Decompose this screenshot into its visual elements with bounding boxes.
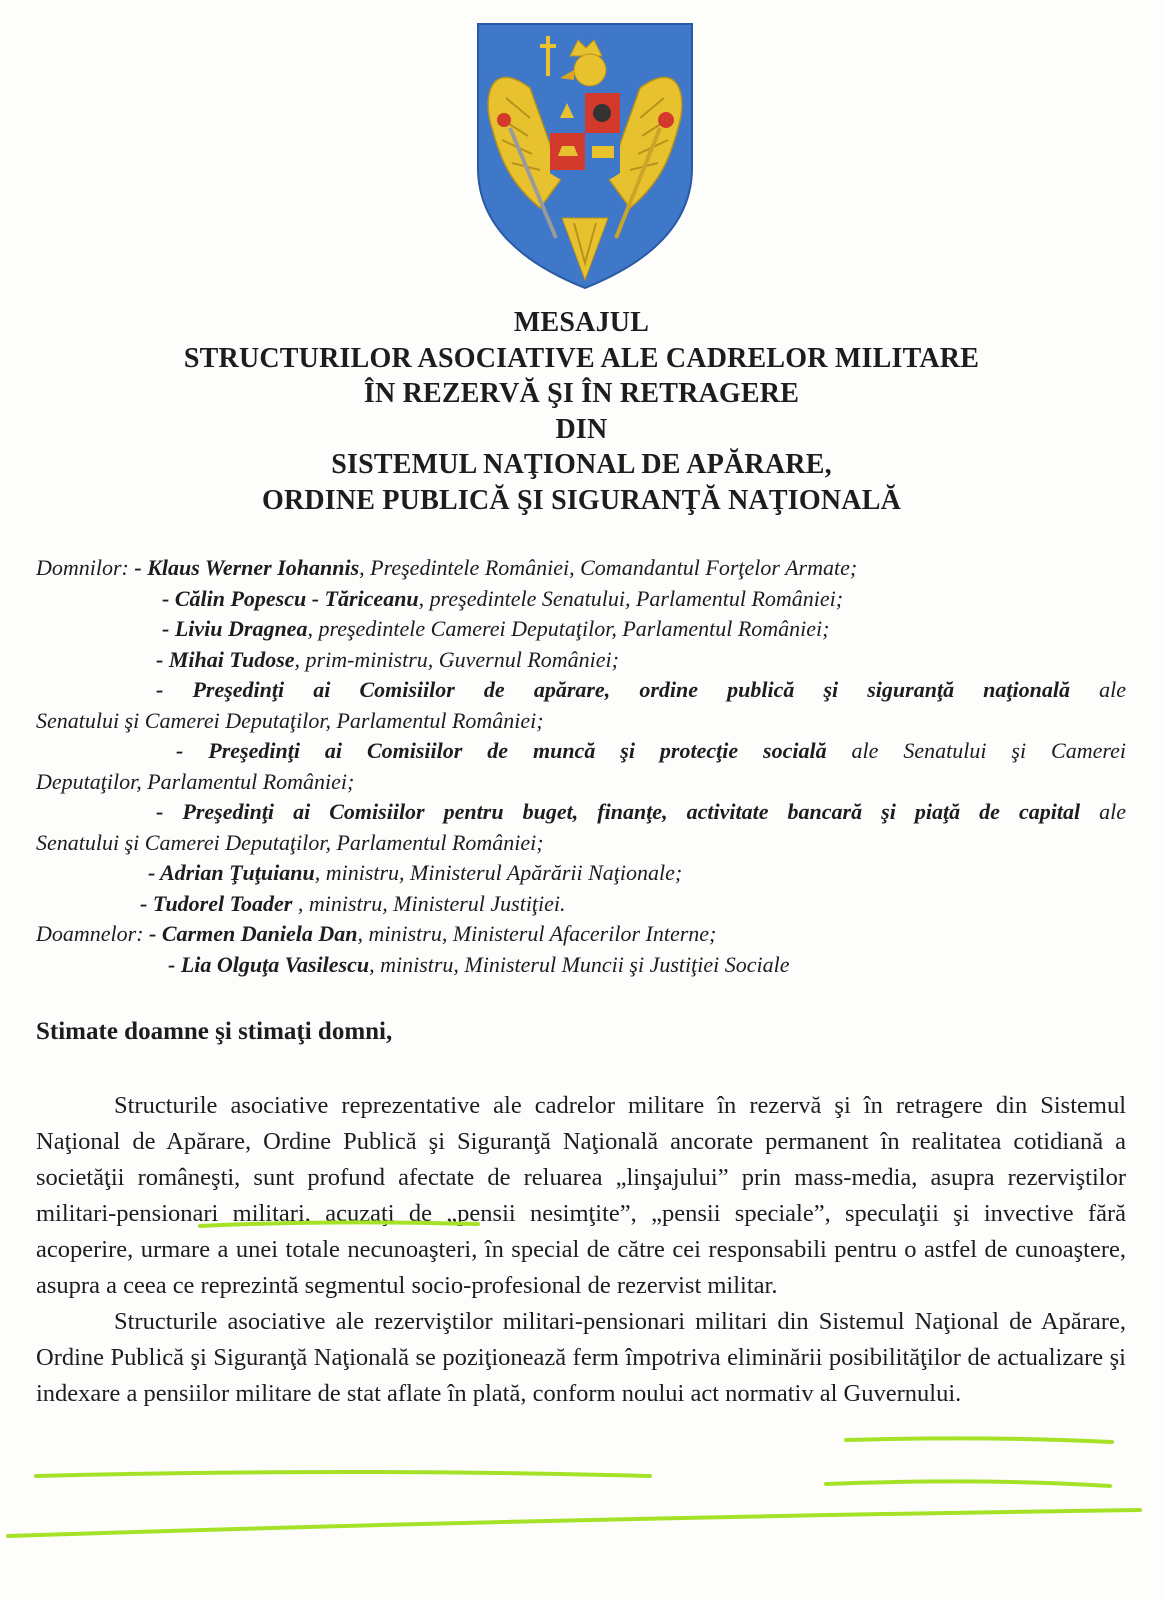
addressee-role: , ministru, Ministerul Muncii şi Justiţiei Sociale bbox=[369, 951, 790, 977]
coat-of-arms-icon bbox=[470, 18, 700, 290]
domnilor-label: Domnilor: bbox=[36, 555, 129, 580]
addressee-name: - Lia Olguţa Vasilescu bbox=[168, 951, 370, 977]
title-line: DIN bbox=[555, 413, 608, 445]
addressee-line bbox=[36, 553, 1126, 584]
highlight-stroke bbox=[826, 1481, 1110, 1486]
addressee-line bbox=[36, 584, 1126, 615]
addressee-line bbox=[36, 950, 1126, 981]
addressee-line bbox=[36, 645, 1126, 676]
addressee-line bbox=[36, 919, 1126, 950]
addressee-name: - Klaus Werner Iohannis bbox=[134, 555, 360, 580]
addressee-role: , preşedintele Camerei Deputaţilor, Parlamentul României; bbox=[307, 616, 830, 641]
addressee-role: ale bbox=[1080, 799, 1126, 824]
addressee-line bbox=[36, 736, 1126, 767]
addressee-role: , Preşedintele României, Comandantul Forţelor Armate; bbox=[359, 555, 858, 580]
highlight-stroke bbox=[36, 1472, 650, 1476]
addressee-list bbox=[36, 553, 1126, 980]
addressee-role: ale bbox=[1070, 677, 1126, 702]
addressee-name: - Carmen Daniela Dan bbox=[149, 921, 358, 946]
addressee-role: , ministru, Ministerul Afacerilor Interne; bbox=[357, 921, 717, 946]
addressee-name: - Preşedinţi ai Comisiilor de muncă şi protecţie socială bbox=[176, 738, 827, 763]
addressee-line bbox=[36, 797, 1126, 828]
addressee-line bbox=[36, 858, 1126, 889]
title-line: MESAJUL bbox=[513, 307, 650, 338]
addressee-name: - Preşedinţi ai Comisiilor de apărare, ordine publică şi siguranţă naţională bbox=[156, 677, 1070, 702]
addressee-name: - Tudorel Toader bbox=[140, 890, 293, 916]
title-line: STRUCTURILOR ASOCIATIVE ALE CADRELOR MILITARE bbox=[183, 342, 980, 374]
paragraph: Structurile asociative reprezentative ale cadrelor militare în rezervă şi în retragere din Sistemul Naţional de Apărare, Ordine Publică şi Siguranţă Naţională ancorate permanent în realitatea cotidiană a societăţii româneşti, sunt profund afectate de reluarea „linşajului” prin mass-media, asupra rezerviştilor militari-pensionari militari, acuzaţi de „pensii nesimţite”, „pensii speciale”, speculaţii şi invective fără acoperire, urmare a unei totale necunoaşteri, în special de către cei responsabili pentru o astfel de cunoaştere, asupra a ceea ce reprezintă segmentul socio-profesional de rezervist militar. bbox=[36, 1092, 1126, 1299]
title-line: SISTEMUL NAŢIONAL DE APĂRARE, bbox=[331, 449, 832, 480]
letter-body bbox=[36, 1088, 1126, 1412]
addressee-line: Senatului şi Camerei Deputaţilor, Parlamentul României; bbox=[36, 829, 544, 855]
addressee-role: , ministru, Ministerul Justiţiei. bbox=[292, 890, 566, 916]
addressee-line: Deputaţilor, Parlamentul României; bbox=[36, 768, 355, 794]
doamnelor-label: Doamnelor: bbox=[36, 921, 144, 946]
addressee-role: , ministru, Ministerul Apărării Naţionale; bbox=[314, 860, 683, 885]
addressee-line: Senatului şi Camerei Deputaţilor, Parlamentul României; bbox=[36, 707, 544, 733]
title-line: ÎN REZERVĂ ŞI ÎN RETRAGERE bbox=[363, 378, 800, 409]
addressee-name: - Preşedinţi ai Comisiilor pentru buget, finanţe, activitate bancară şi piaţă de capital bbox=[156, 799, 1081, 824]
greeting: Stimate doamne şi stimaţi domni, bbox=[36, 1018, 393, 1045]
highlight-stroke bbox=[846, 1438, 1112, 1442]
paragraph: Structurile asociative ale rezerviştilor militari-pensionari militari din Sistemul Naţional de Apărare, Ordine Publică şi Siguranţă Naţională se poziţionează ferm împotriva eliminării posibilităţilor de actualizare şi indexare a pensiilor militare de stat aflate în plată, conform noului act normativ al Guvernului. bbox=[36, 1308, 1126, 1407]
addressee-line bbox=[36, 675, 1126, 706]
addressee-role: , prim-ministru, Guvernul României; bbox=[294, 646, 619, 672]
addressee-role: ale Senatului şi Camerei bbox=[826, 738, 1126, 763]
addressee-line bbox=[36, 889, 1126, 920]
addressee-name: - Mihai Tudose bbox=[156, 646, 295, 672]
highlight-stroke bbox=[8, 1510, 1140, 1536]
addressee-role: , preşedintele Senatului, Parlamentul României; bbox=[418, 585, 844, 611]
addressee-name: - Liviu Dragnea bbox=[162, 616, 308, 641]
addressee-name: - Adrian Ţuţuianu bbox=[148, 860, 315, 885]
addressee-name: - Călin Popescu - Tăriceanu bbox=[162, 585, 419, 611]
document-title bbox=[0, 305, 1163, 518]
title-line: ORDINE PUBLICĂ ŞI SIGURANŢĂ NAŢIONALĂ bbox=[261, 484, 902, 516]
addressee-line bbox=[36, 614, 1126, 645]
